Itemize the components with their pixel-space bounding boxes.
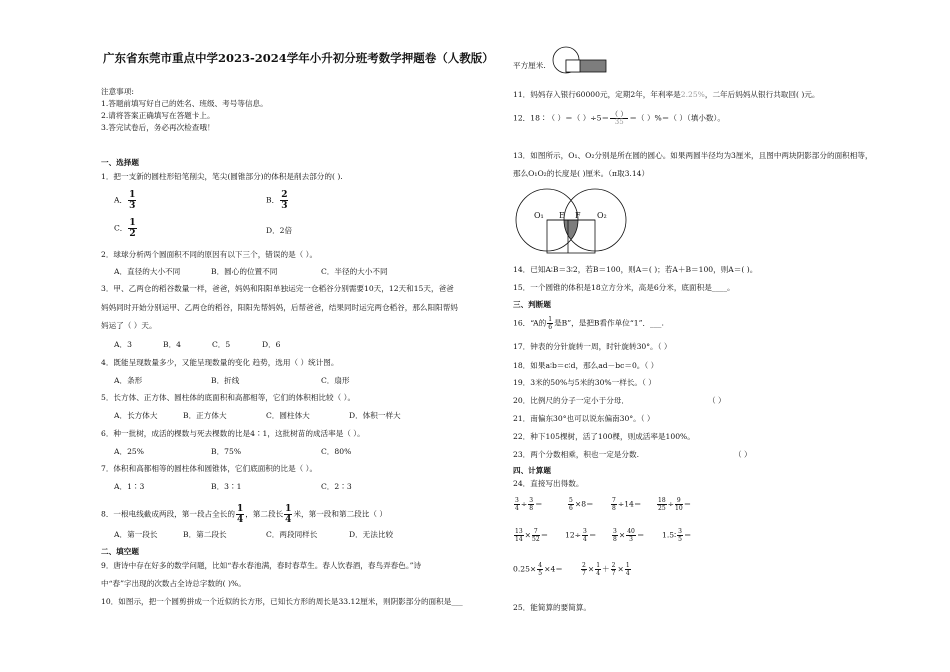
- question-3-line: 3．甲、乙两仓的稻谷数量一样，爸爸，妈妈和阳阳单独运完一仓稻谷分别需要10天，12天和15天，爸爸: [101, 284, 454, 293]
- calc-item: $\frac{13}{14}$ × $\frac{7}{52}$ ＝: [515, 528, 549, 543]
- question-17: 17．钟表的分针旋转一周，时针旋转30°。（ ）: [513, 342, 672, 351]
- q4-option-c: C．扇形: [321, 376, 350, 385]
- calc-item: $\frac{7}{8}$ ÷14＝: [612, 497, 642, 512]
- calc-item: 1.5∶ $\frac{3}{5}$ ＝: [662, 528, 692, 543]
- q7-option-b: B．3∶1: [211, 482, 242, 491]
- question-20: 20．比例尺的分子一定小于分母．: [513, 396, 629, 405]
- calc-item: $\frac{3}{8}$ × $\frac{40}{3}$ ＝: [613, 528, 645, 543]
- notice-item: 2.请将答案正确填写在答题卡上。: [101, 111, 215, 120]
- circle-rectangle-figure: [551, 44, 611, 76]
- page-title: 广东省东莞市重点中学2023-2024学年小升初分班考数学押题卷（人教版）: [103, 51, 494, 65]
- question-6: 6．种一批树，成活的棵数与死去棵数的比是4∶1，这批树苗的成活率是（ ）。: [101, 429, 365, 438]
- q4-option-a: A．条形: [114, 376, 143, 385]
- section-judge: 三、判断题: [513, 300, 551, 309]
- notice-item: 1.答题前填写好自己的姓名、班级、考号等信息。: [101, 99, 268, 108]
- question-13-line: 13．如图所示，O₁、O₂分别是所在圆的圆心。如果两圆半径均为3厘米，且图中两块阴影部分的面积相等，: [513, 151, 873, 160]
- calc-item: $\frac{2}{7}$ × $\frac{1}{4}$ ＋ $\frac{2}{7}$ × $\frac{1}{4}$: [582, 562, 630, 577]
- q3-option-b: B．4: [163, 340, 182, 349]
- question-1: 1．把一支新的圆柱形铅笔削尖，笔尖(圆锥部分)的体积是削去部分的( ).: [101, 172, 343, 181]
- section-choice: 一、选择题: [101, 158, 139, 167]
- question-22: 22．种下105棵树，活了100棵，则成活率是100%。: [513, 432, 695, 441]
- label-o2: O₂: [597, 211, 607, 220]
- q5-option-c: C．圆柱体大: [266, 411, 310, 420]
- question-10: 10．如图示，把一个圆剪拼成一个近似的长方形，已知长方形的周长是33.12厘米，则阴影部分的面积是___: [101, 597, 463, 606]
- q23-paren: （ ）: [734, 450, 752, 459]
- question-11: 11．妈妈存入银行60000元，定期2年，年利率是2.25%，二年后妈妈从银行共取回( )元。: [513, 90, 820, 99]
- q3-option-c: C．5: [212, 340, 231, 349]
- label-f: F: [575, 211, 581, 220]
- q1-option-d: D．2倍: [266, 226, 293, 235]
- q2-option-c: C．半径的大小不同: [321, 267, 388, 276]
- question-8: 8．一根电线截成两段，第一段占全长的 $\frac{1}{4}$ ，第二段长 $\frac{1}{4}$ 米，第一段和第二段比（ ）: [101, 504, 387, 525]
- question-5: 5．长方体、正方体、圆柱体的底面积和高都相等，它们的体积相比较（ ）。: [101, 393, 356, 402]
- q5-option-b: B．正方体大: [183, 411, 227, 420]
- q3-option-d: D．6: [262, 340, 281, 349]
- q5-option-d: D．体积一样大: [349, 411, 401, 420]
- question-3-line: 妈妈同时开始分别运甲、乙两仓的稻谷，阳阳先帮妈妈，后帮爸爸，结果同时运完两仓稻谷，那么阳阳帮妈: [101, 303, 458, 312]
- calc-item: $\frac{18}{25}$ ÷ $\frac{9}{10}$ ＝: [658, 497, 692, 512]
- label-o1: O₁: [534, 211, 544, 220]
- q8-option-c: C．两段同样长: [266, 530, 318, 539]
- question-7: 7．体积和高都相等的圆柱体和圆锥体，它们底面积的比是（ ）。: [101, 464, 318, 473]
- notice-header: 注意事项:: [101, 87, 134, 96]
- question-25: 25．能简算的要简算。: [513, 603, 592, 612]
- question-19: 19．3米的50%与5米的30%一样长。（ ）: [513, 378, 656, 387]
- q4-option-b: B．折线: [211, 376, 240, 385]
- q20-paren: （ ）: [708, 396, 726, 405]
- question-13-line: 那么O₁O₂的长度是( )厘米。（π取3.14）: [513, 169, 650, 178]
- question-21: 21．南偏东30°也可以说东偏南30°。（ ）: [513, 414, 655, 423]
- calc-item: $\frac{5}{6}$ ×8＝: [569, 497, 594, 512]
- q3-option-a: A．3: [114, 340, 132, 349]
- question-9-line: 9．唐诗中存在好多的数学问题，比如“春水春池满，春时春草生。春人饮春酒，春鸟弄春色。”诗: [101, 561, 422, 570]
- q6-option-b: B．75%: [211, 447, 242, 456]
- question-16: 16．“A的 $\frac{1}{6}$ 是B”，是把B看作单位“1”．___.: [513, 316, 664, 331]
- two-circles-figure: [511, 186, 631, 258]
- calc-item: 12÷ $\frac{3}{4}$ ＝: [565, 528, 597, 543]
- question-15: 15．一个圆锥的体积是18立方分米，高是6分米，底面积是____。: [513, 283, 735, 292]
- section-fill: 二、填空题: [101, 547, 139, 556]
- q10-tail: 平方厘米.: [513, 61, 546, 70]
- q1-option-a: A． $\frac{1}{3}$: [114, 190, 136, 211]
- question-9-line: 中“春”字出现的次数占全诗总字数的( )%。: [101, 579, 246, 588]
- q5-option-a: A．长方体大: [114, 411, 158, 420]
- question-14: 14．已知A∶B＝3∶2，若B＝100，则A＝( )；若A＋B＝100，则A＝( )。: [513, 265, 758, 274]
- calc-item: 0.25× $\frac{4}{5}$ ×4＝: [513, 562, 563, 577]
- question-2: 2．球球分析两个圆面积不同的原因有以下三个，错误的是（ ）。: [101, 250, 318, 259]
- q2-option-b: B．圆心的位置不同: [211, 267, 278, 276]
- q1-option-c: C． $\frac{1}{2}$: [114, 218, 136, 239]
- q6-option-c: C．80%: [321, 447, 352, 456]
- notice-item: 3.答完试卷后，务必再次检查哦！: [101, 123, 215, 132]
- q8-option-a: A．第一段长: [114, 530, 158, 539]
- q7-option-a: A．1∶3: [114, 482, 145, 491]
- q1-option-b: B． $\frac{2}{3}$: [266, 190, 288, 211]
- question-18: 18．如果a∶b＝c∶d，那么ad－bc＝0。（ ）: [513, 361, 659, 370]
- question-12: 12．18∶（ ）＝（ ）÷5＝ $\frac{( )}{35}$ ＝（ ）%＝（ ）（填小数）。: [513, 110, 725, 126]
- question-23: 23．两个分数相乘，积也一定是分数.: [513, 450, 639, 459]
- q2-option-a: A．直径的大小不同: [114, 267, 181, 276]
- calc-item: $\frac{3}{4}$ ÷ $\frac{3}{8}$ ＝: [515, 497, 543, 512]
- q8-option-b: B．第二段长: [183, 530, 227, 539]
- q6-option-a: A．25%: [114, 447, 144, 456]
- q7-option-c: C．2∶3: [321, 482, 352, 491]
- section-calc: 四、计算题: [513, 466, 551, 475]
- q8-option-d: D．无法比较: [349, 530, 394, 539]
- question-4: 4．既能呈现数量多少，又能呈现数量的变化 趋势，选用（ ）统计图。: [101, 358, 339, 367]
- question-3-line: 妈运了（ ）天。: [101, 321, 157, 330]
- question-24: 24．直接写出得数。: [513, 479, 584, 488]
- label-e: E: [559, 211, 565, 220]
